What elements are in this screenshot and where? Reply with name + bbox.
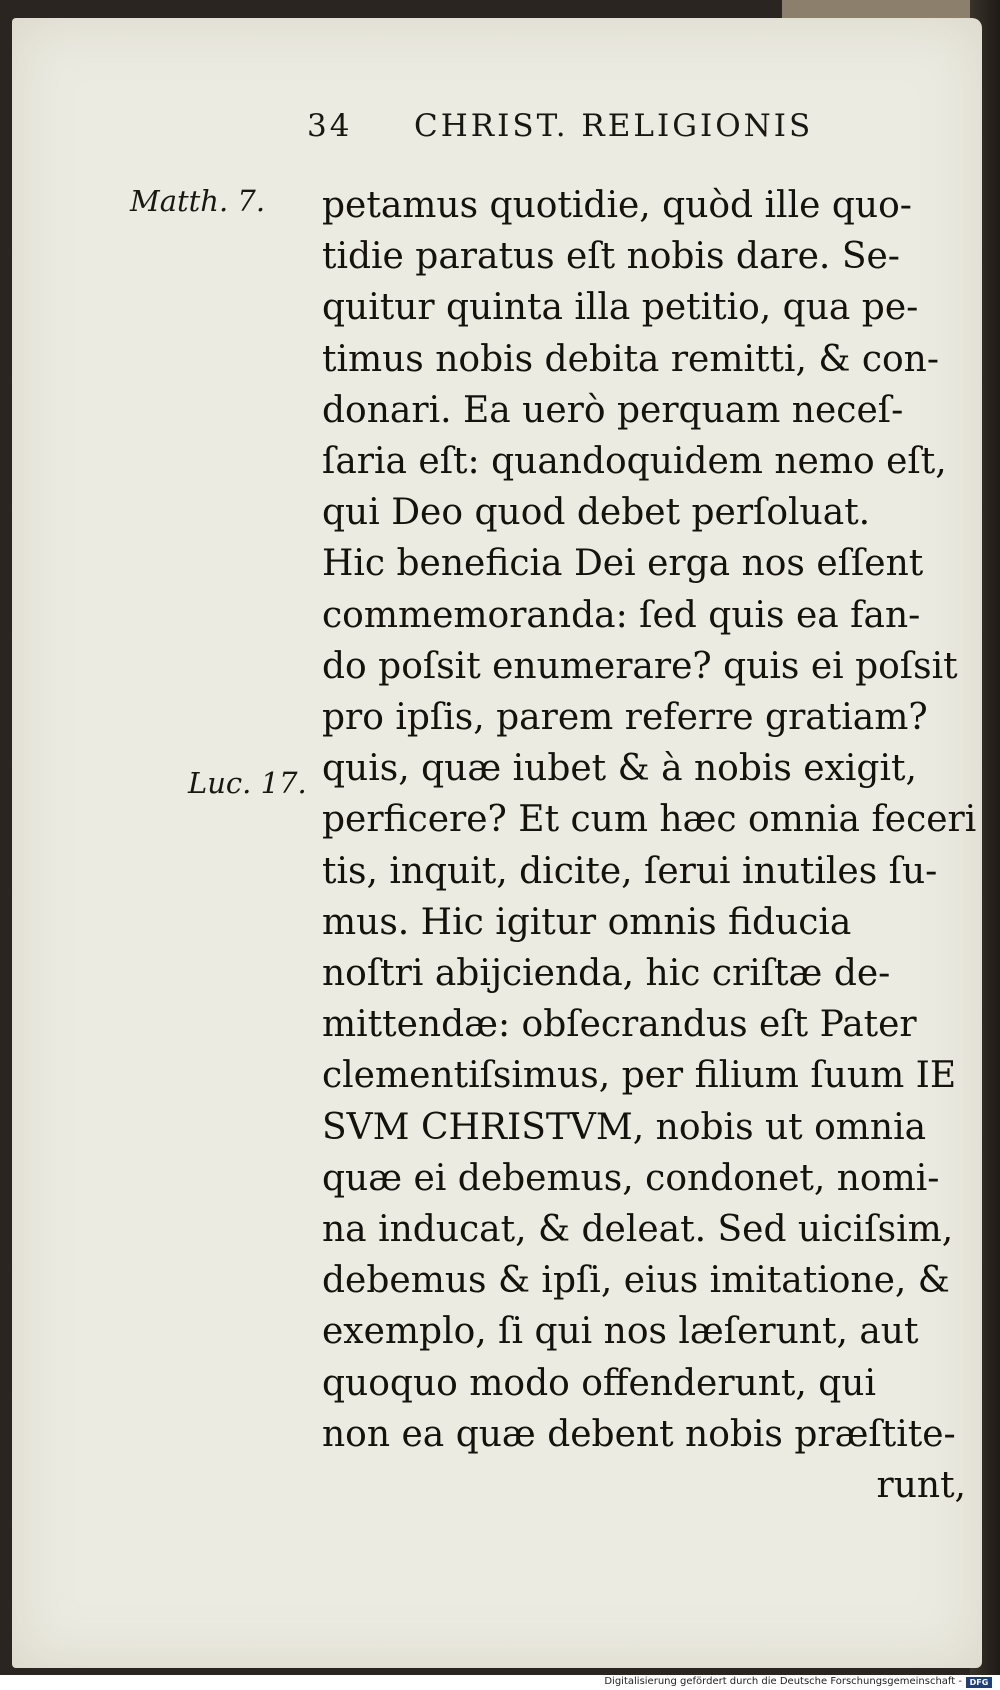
- body-text: [322, 180, 982, 1511]
- page-number: 34: [307, 108, 353, 144]
- margin-note-luke: Luc. 17.: [188, 766, 307, 800]
- text-line: exemplo, ſi qui nos læſerunt, aut: [322, 1311, 919, 1353]
- text-line: quis, quæ iubet & à nobis exigit,: [322, 748, 917, 790]
- text-line: mus. Hic igitur omnis fiducia: [322, 901, 852, 943]
- text-line: commemoranda: ſed quis ea fan-: [322, 594, 921, 636]
- text-line: tis, inquit, dicite, ſerui inutiles ſu-: [322, 850, 938, 892]
- text-line: pro ipſis, parem referre gratiam?: [322, 697, 928, 739]
- text-line: quæ ei debemus, condonet, nomi-: [322, 1157, 940, 1199]
- text-line: SVM CHRISTVM, nobis ut omnia: [322, 1106, 927, 1148]
- text-line: perficere? Et cum hæc omnia feceri: [322, 799, 977, 841]
- running-title: CHRIST. RELIGIONIS: [414, 108, 814, 144]
- text-line: petamus quotidie, quòd ille quo-: [322, 185, 912, 226]
- text-line: na inducat, & deleat. Sed uiciſsim,: [322, 1209, 954, 1251]
- text-line: timus nobis debita remitti, & con-: [322, 338, 940, 380]
- text-line: quitur quinta illa petitio, qua pe-: [322, 287, 919, 329]
- text-line: quoquo modo offenderunt, qui: [322, 1362, 876, 1404]
- text-line: Hic beneficia Dei erga nos eſſent: [322, 543, 924, 585]
- running-head: [12, 108, 982, 158]
- text-line: debemus & ipſi, eius imitatione, &: [322, 1260, 950, 1302]
- text-line: non ea quæ debent nobis præſtite-: [322, 1413, 956, 1455]
- dfg-logo: DFG: [966, 1677, 992, 1688]
- text-line: tidie paratus eſt nobis dare. Se-: [322, 236, 900, 278]
- digitization-footer: [0, 1675, 1000, 1690]
- funding-credit: Digitalisierung gefördert durch die Deutsche Forschungsgemeinschaft -: [604, 1676, 962, 1687]
- text-line: ſaria eſt: quandoquidem nemo eſt,: [322, 441, 947, 483]
- book-page: [12, 18, 982, 1668]
- margin-note-matthew: Matth. 7.: [130, 184, 266, 218]
- text-line: clementiſsimus, per filium ſuum IE: [322, 1055, 957, 1097]
- text-line: qui Deo quod debet perſoluat.: [322, 492, 871, 534]
- text-line: do poſsit enumerare? quis ei poſsit: [322, 645, 958, 687]
- text-line: mittendæ: obſecrandus eſt Pater: [322, 1004, 917, 1046]
- catchword: runt,: [876, 1465, 966, 1507]
- text-line: donari. Ea uerò perquam neceſ-: [322, 389, 904, 431]
- text-line: noſtri abijcienda, hic criſtæ de-: [322, 953, 891, 995]
